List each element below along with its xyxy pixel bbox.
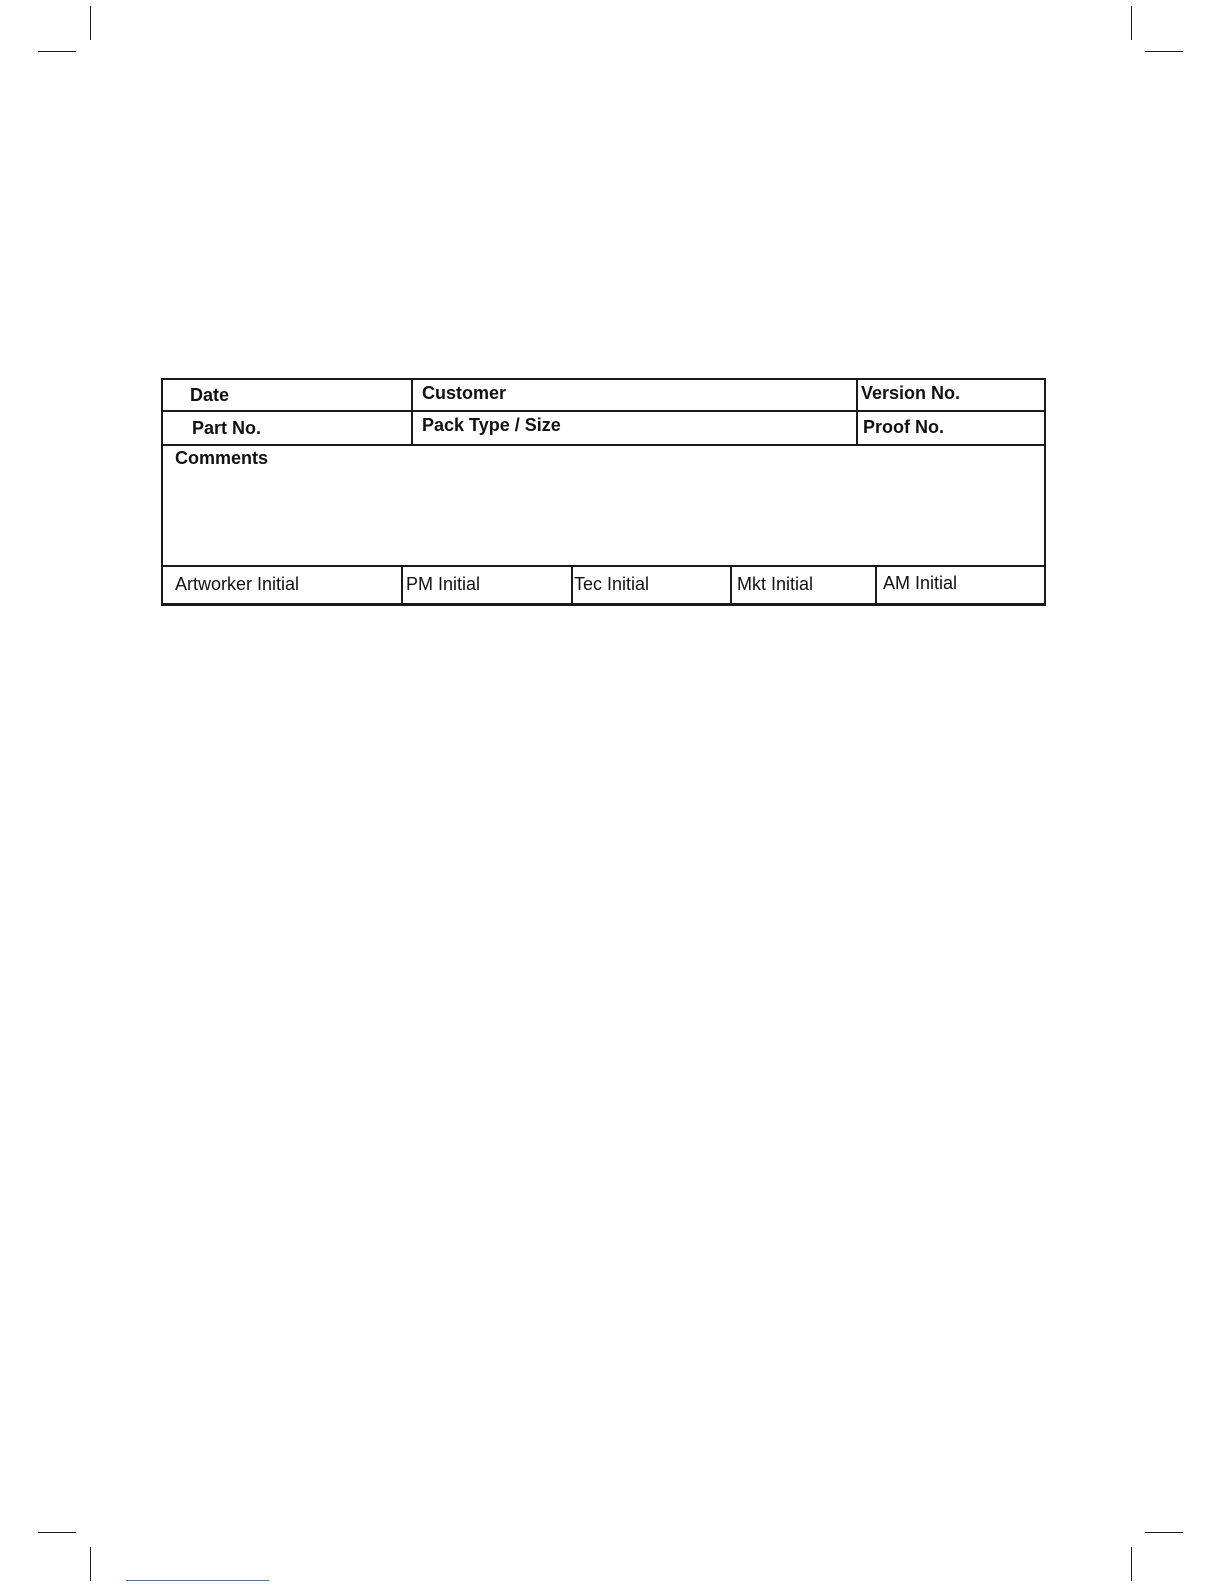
comments-label: Comments xyxy=(175,448,269,468)
col-divider-customer-version xyxy=(856,378,858,444)
form-border-bottom xyxy=(161,603,1046,606)
customer-label: Customer xyxy=(422,383,507,403)
crop-mark-top-left-vertical xyxy=(90,6,91,40)
form-border-top xyxy=(161,378,1046,380)
am-initial-label: AM Initial xyxy=(883,573,958,593)
artworker-initial-label: Artworker Initial xyxy=(175,574,300,594)
col-divider-initials-2 xyxy=(571,565,573,605)
crop-mark-top-left-horizontal xyxy=(38,51,76,52)
footer-blue-rule xyxy=(126,1580,269,1581)
col-divider-initials-3 xyxy=(730,565,732,605)
crop-mark-bottom-right-horizontal xyxy=(1145,1532,1183,1533)
crop-mark-bottom-left-vertical xyxy=(90,1547,91,1581)
part-no-label: Part No. xyxy=(192,418,262,438)
form-border-right xyxy=(1044,378,1046,606)
proof-approval-form xyxy=(161,378,1046,606)
row-divider-2 xyxy=(161,444,1046,446)
version-no-label: Version No. xyxy=(861,383,961,403)
form-border-left xyxy=(161,378,163,606)
col-divider-initials-1 xyxy=(401,565,403,605)
pm-initial-label: PM Initial xyxy=(406,574,481,594)
crop-mark-bottom-left-horizontal xyxy=(38,1532,76,1533)
pack-type-size-label: Pack Type / Size xyxy=(422,415,561,435)
row-divider-1 xyxy=(161,410,1046,412)
proof-no-label: Proof No. xyxy=(863,417,944,437)
mkt-initial-label: Mkt Initial xyxy=(737,574,814,594)
col-divider-initials-4 xyxy=(875,565,877,605)
crop-mark-top-right-horizontal xyxy=(1145,51,1183,52)
tec-initial-label: Tec Initial xyxy=(574,574,650,594)
crop-mark-top-right-vertical xyxy=(1131,6,1132,40)
col-divider-date-customer xyxy=(411,378,413,444)
date-label: Date xyxy=(190,385,230,405)
crop-mark-bottom-right-vertical xyxy=(1131,1547,1132,1581)
row-divider-3 xyxy=(161,565,1046,567)
